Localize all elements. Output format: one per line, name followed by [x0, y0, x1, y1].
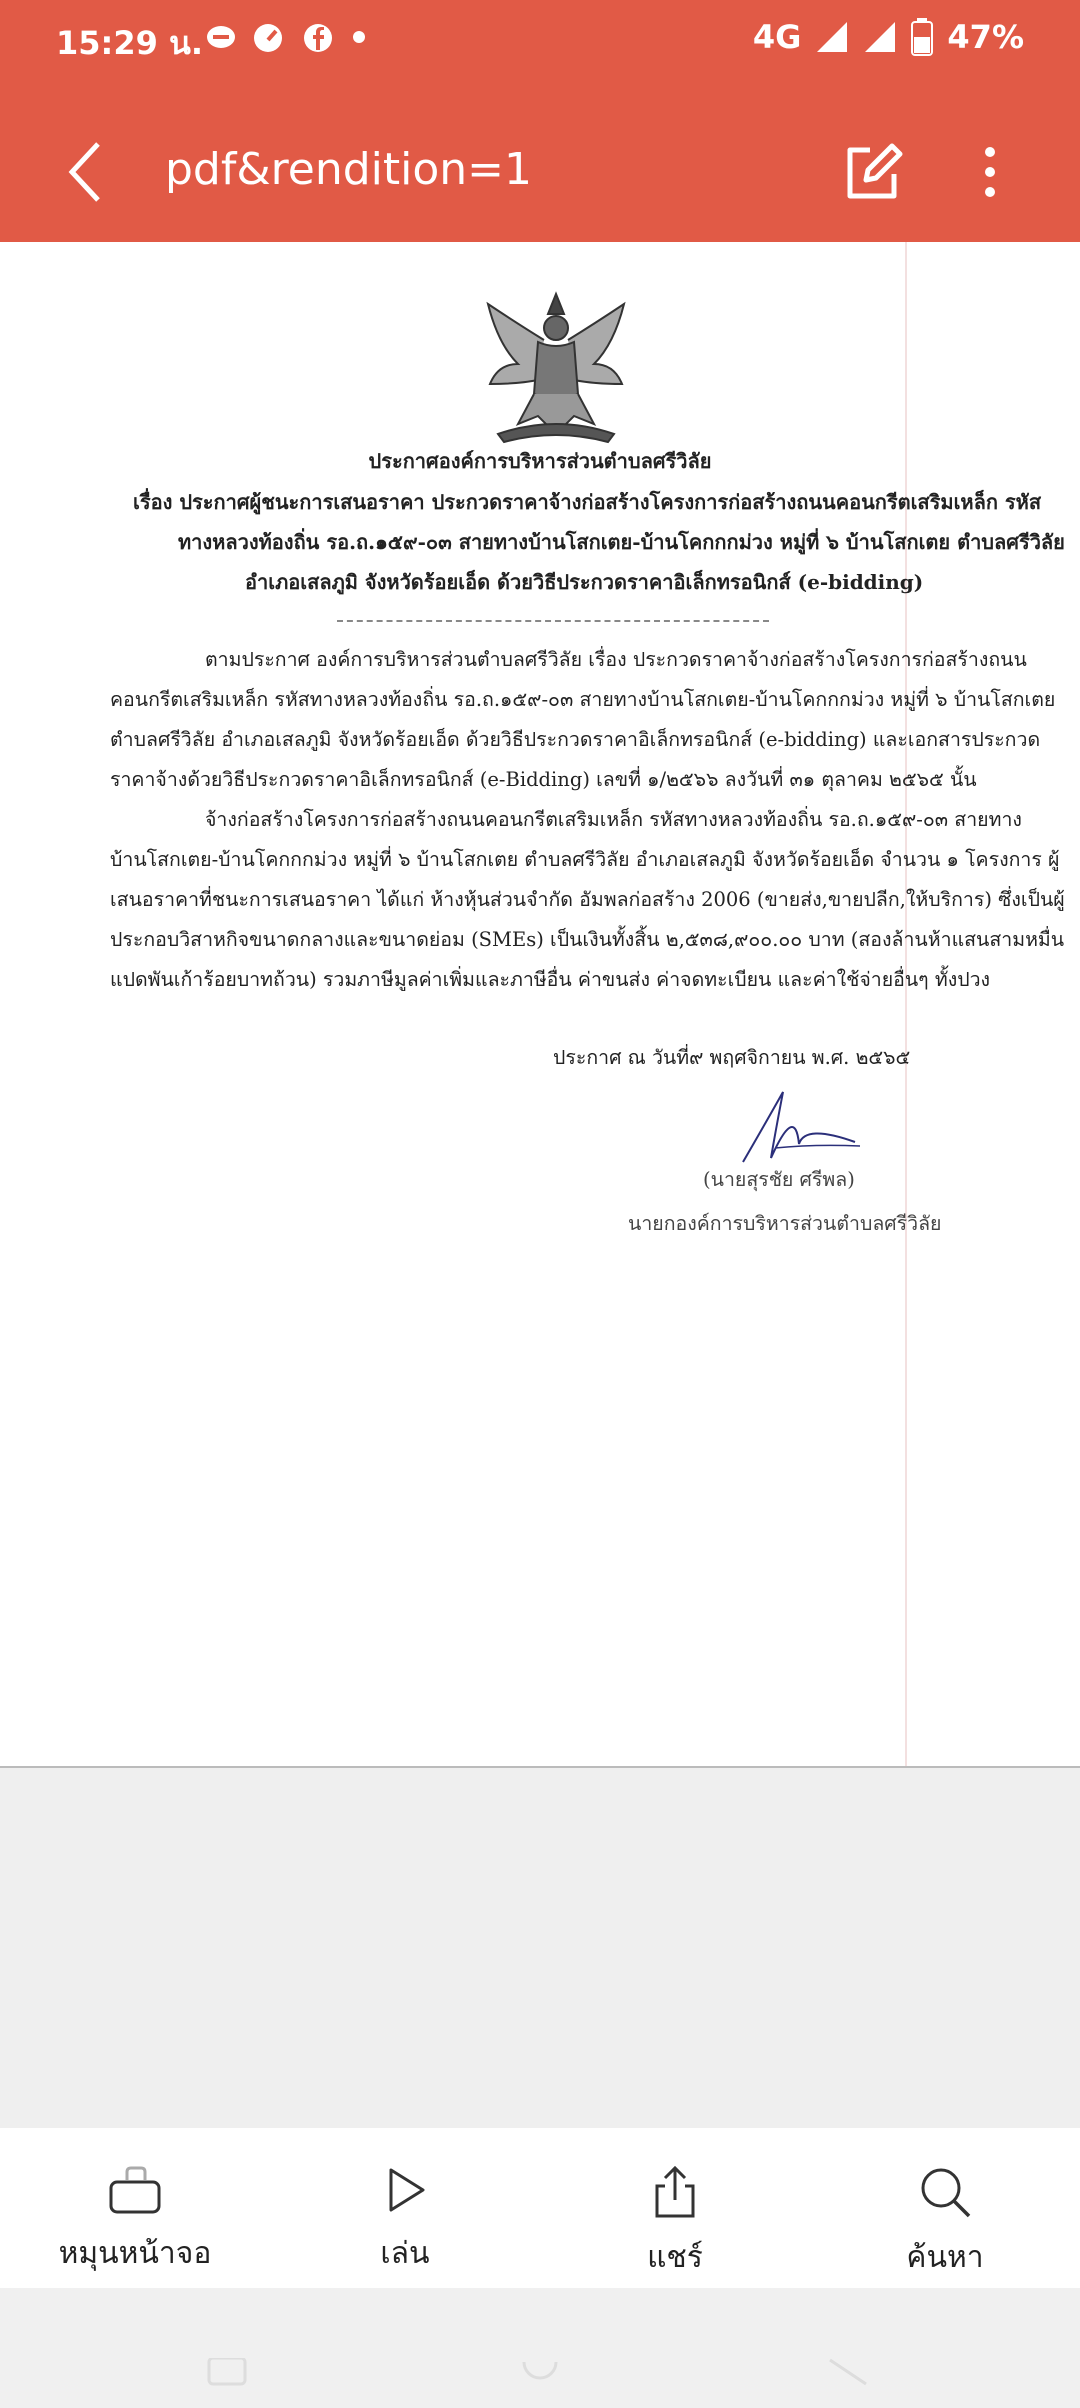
page-border: [0, 1766, 1080, 1768]
chevron-left-icon[interactable]: [60, 138, 110, 206]
status-right: [753, 18, 1024, 56]
body-line: แปดพันเก้าร้อยบาทถ้วน) รวมภาษีมูลค่าเพิ่มและภาษีอื่น ค่าขนส่ง ค่าจดทะเบียน และค่าใช้จ่ายอื่นๆ ทั้งปวง: [110, 968, 991, 991]
more-vert-icon[interactable]: [965, 140, 1015, 204]
body-line: เสนอราคาที่ชนะการเสนอราคา ได้แก่ ห้างหุ้นส่วนจำกัด อัมพลก่อสร้าง 2006 (ขายส่ง,ขายปลีก,ให้บริการ) ซึ่งเป็นผู้: [110, 888, 1065, 911]
body-line: บ้านโสกเตย-บ้านโคกกกม่วง หมู่ที่ ๖ บ้านโสกเตย ตำบลศรีวิลัย อำเภอเสลภูมิ จังหวัดร้อยเอ็ด จำนวน ๑ โครงการ ผู้: [110, 848, 1060, 871]
subject-line: อำเภอเสลภูมิ จังหวัดร้อยเอ็ด ด้วยวิธีประกวดราคาอิเล็กทรอนิกส์ (e-bidding): [245, 570, 924, 594]
battery-icon: [911, 18, 933, 56]
status-bar: [0, 0, 1080, 80]
signal-icon-2: [863, 20, 897, 54]
search-icon: [917, 2164, 973, 2220]
page-title: pdf&rendition=1: [165, 144, 533, 195]
subject-line: เรื่อง ประกาศผู้ชนะการเสนอราคา ประกวดราคาจ้างก่อสร้างโครงการก่อสร้างถนนคอนกรีตเสริมเหล็ก รหัส: [133, 490, 1042, 514]
rotate-screen-icon: [105, 2164, 165, 2216]
body-line: ตำบลศรีวิลัย อำเภอเสลภูมิ จังหวัดร้อยเอ็ด ด้วยวิธีประกวดราคาอิเล็กทรอนิกส์ (e-bidding) และเอกสารประกวด: [110, 728, 1041, 751]
subject-line: ทางหลวงท้องถิ่น รอ.ถ.๑๕๙-๐๓ สายทางบ้านโสกเตย-บ้านโคกกกม่วง หมู่ที่ ๖ บ้านโสกเตย ตำบลศรีวิลัย: [178, 530, 1065, 554]
body-line: จ้างก่อสร้างโครงการก่อสร้างถนนคอนกรีตเสริมเหล็ก รหัสทางหลวงท้องถิ่น รอ.ถ.๑๕๙-๐๓ สายทาง: [205, 808, 1022, 831]
system-nav-bar: [0, 2288, 1080, 2408]
body-line: ประกอบวิสาหกิจขนาดกลางและขนาดย่อม (SMEs) เป็นเงินทั้งสิ้น ๒,๕๓๘,๙๐๐.๐๐ บาท (สองล้านห้าแสนสามหมื่น: [110, 928, 1065, 951]
garuda-emblem-icon: [478, 284, 634, 446]
dot-icon: [352, 30, 366, 44]
app-bar: [0, 0, 1080, 242]
share-button[interactable]: [555, 2128, 795, 2281]
org-title: ประกาศองค์การบริหารส่วนตำบลศรีวิลัย: [368, 449, 712, 473]
body-line: ตามประกาศ องค์การบริหารส่วนตำบลศรีวิลัย เรื่อง ประกวดราคาจ้างก่อสร้างโครงการก่อสร้างถนน: [205, 648, 1027, 671]
divider: [337, 620, 769, 622]
pdf-page[interactable]: [0, 242, 1080, 1768]
search-label: ค้นหา: [906, 2240, 984, 2275]
body-line: คอนกรีตเสริมเหล็ก รหัสทางหลวงท้องถิ่น รอ.ถ.๑๕๙-๐๓ สายทางบ้านโสกเตย-บ้านโคกกกม่วง หมู่ที่ ๖ บ้านโสกเตย: [110, 688, 1056, 711]
search-button[interactable]: [825, 2128, 1065, 2281]
facebook-icon: [302, 22, 334, 54]
body-line: ราคาจ้างด้วยวิธีประกวดราคาอิเล็กทรอนิกส์ (e-Bidding) เลขที่ ๑/๒๕๖๖ ลงวันที่ ๓๑ ตุลาคม ๒๕๖๕ นั้น: [110, 768, 977, 791]
share-icon: [649, 2164, 701, 2220]
rotate-screen-button[interactable]: [15, 2128, 255, 2277]
status-time: 15:29 น.: [56, 24, 204, 62]
rotate-screen-label: หมุนหน้าจอ: [58, 2236, 212, 2271]
signature: [735, 1084, 865, 1174]
edit-icon[interactable]: [840, 140, 904, 204]
recent-apps-icon[interactable]: [205, 2358, 249, 2388]
signer-title: นายกองค์การบริหารส่วนตำบลศรีวิลัย: [628, 1212, 942, 1235]
back-nav-icon[interactable]: [826, 2358, 870, 2388]
signer-name: (นายสุรชัย ศรีพล): [703, 1168, 855, 1191]
bottom-action-bar: [0, 2128, 1080, 2288]
network-type: 4G: [752, 18, 802, 56]
speed-icon: [252, 22, 284, 54]
battery-level: 47%: [947, 18, 1024, 56]
home-icon[interactable]: [520, 2358, 560, 2388]
signal-icon: [815, 20, 849, 54]
line-icon: [205, 22, 237, 54]
play-label: เล่น: [380, 2236, 430, 2271]
play-button[interactable]: [285, 2128, 525, 2277]
share-label: แชร์: [647, 2240, 703, 2275]
date-line: ประกาศ ณ วันที่๙ พฤศจิกายน พ.ศ. ๒๕๖๕: [553, 1046, 911, 1069]
play-icon: [379, 2164, 431, 2216]
